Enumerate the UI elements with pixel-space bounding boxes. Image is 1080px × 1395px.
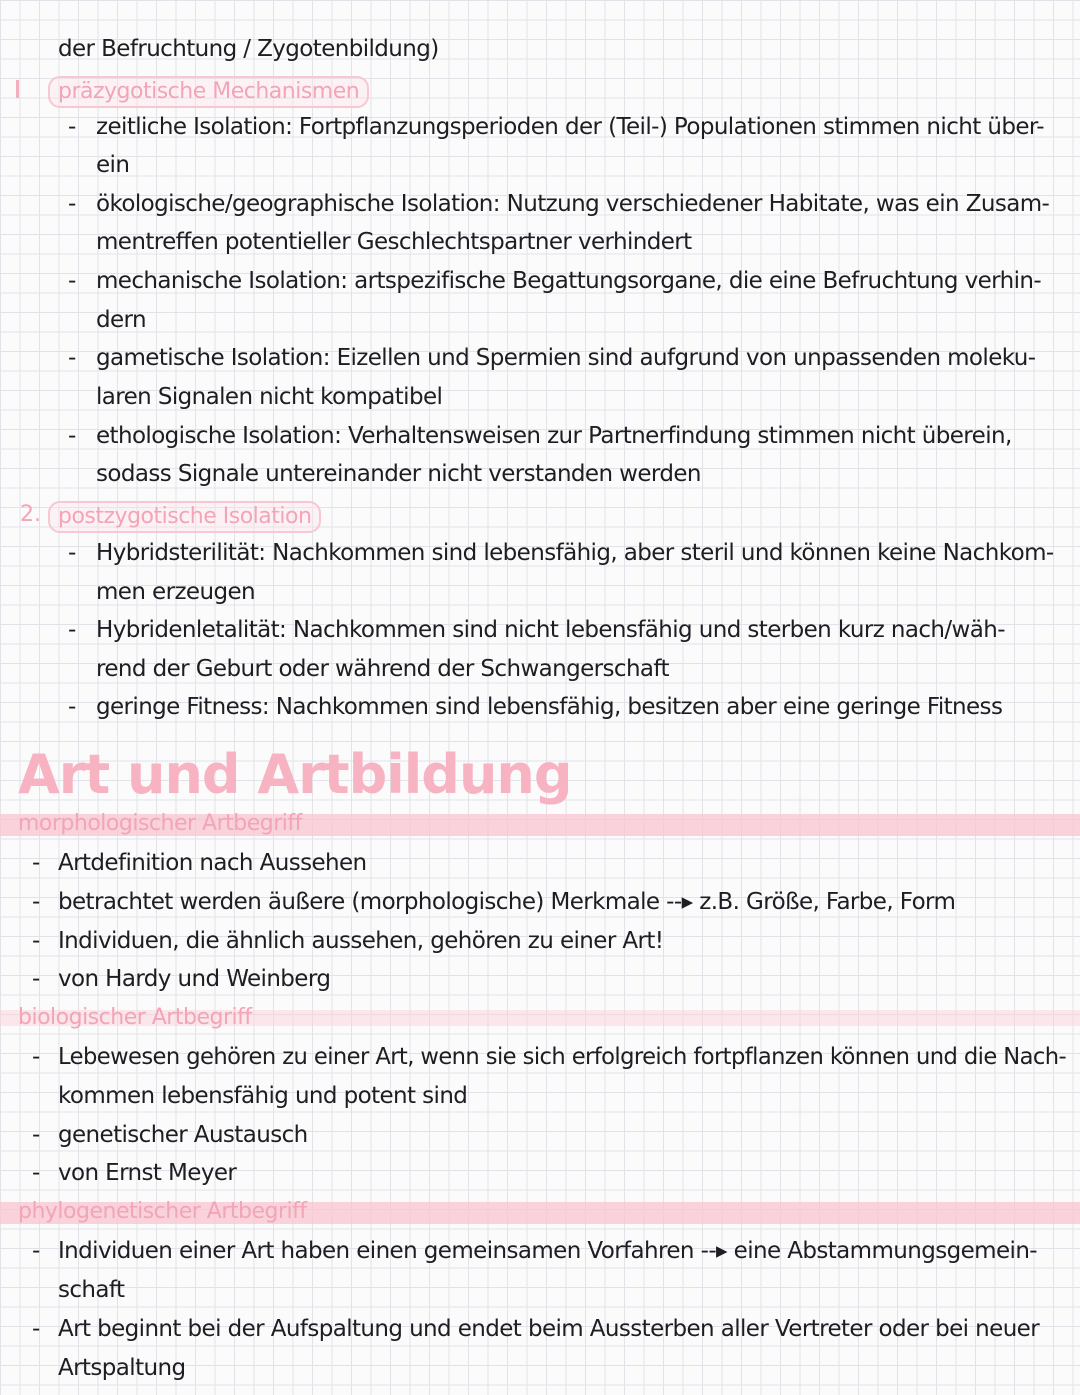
list-item-continued: rend der Geburt oder während der Schwangerschaft [96,656,669,682]
list-item-continued: kommen lebensfähig und potent sind [58,1083,468,1109]
list-item: ethologische Isolation: Verhaltensweisen zur Partnerfindung stimmen nicht überein, [96,423,1012,449]
bullet: - [68,694,77,720]
bullet: - [68,345,77,371]
bullet: - [68,423,77,449]
bullet: - [32,889,41,915]
postzygotic-heading: postzygotische Isolation [48,501,321,533]
list-item-continued: men erzeugen [96,579,255,605]
bullet: - [68,617,77,643]
list-item-continued: laren Signalen nicht kompatibel [96,384,443,410]
bullet: - [68,191,77,217]
bullet: - [68,540,77,566]
list-item: Individuen, die ähnlich aussehen, gehören zu einer Art! [58,928,664,954]
list-item-continued: schaft [58,1277,125,1303]
bullet: - [32,1044,41,1070]
list-item: Artdefinition nach Aussehen [58,850,367,876]
list-item-continued: Artspaltung [58,1355,186,1381]
bullet: - [32,1238,41,1264]
list-item: von Ernst Meyer [58,1160,237,1186]
list-item-continued: sodass Signale untereinander nicht verstanden werden [96,461,701,487]
bullet: - [32,850,41,876]
list-item: betrachtet werden äußere (morphologische) Merkmale --▸ z.B. Größe, Farbe, Form [58,889,956,915]
list-item: Art beginnt bei der Aufspaltung und endet beim Aussterben aller Vertreter oder bei neuer [58,1316,1040,1342]
bullet: - [68,268,77,294]
list-item: geringe Fitness: Nachkommen sind lebensfähig, besitzen aber eine geringe Fitness [96,694,1003,720]
list-item-continued: dern [96,307,146,333]
section-marker [16,80,19,98]
list-item: genetischer Austausch [58,1122,308,1148]
bullet: - [32,1316,41,1342]
morphological-heading: morphologischer Artbegriff [18,811,302,836]
prezygotic-heading: präzygotische Mechanismen [48,76,369,108]
list-item: zeitliche Isolation: Fortpflanzungsperioden der (Teil-) Populationen stimmen nicht über- [96,114,1044,140]
bullet: - [32,1160,41,1186]
section-number: 2. [20,502,41,527]
biological-heading: biologischer Artbegriff [18,1005,252,1030]
list-item: Hybridsterilität: Nachkommen sind lebensfähig, aber steril und können keine Nachkom- [96,540,1054,566]
page-title: Art und Artbildung [18,743,572,806]
bullet: - [32,966,41,992]
bullet: - [68,114,77,140]
list-item: Lebewesen gehören zu einer Art, wenn sie sich erfolgreich fortpflanzen können und die Nach- [58,1044,1067,1070]
phylogenetic-heading: phylogenetischer Artbegriff [18,1199,307,1224]
list-item-continued: mentreffen potentieller Geschlechtspartner verhindert [96,229,692,255]
bullet: - [32,928,41,954]
list-item: von Hardy und Weinberg [58,966,331,992]
list-item: Individuen einer Art haben einen gemeinsamen Vorfahren --▸ eine Abstammungsgemein- [58,1238,1037,1264]
list-item: gametische Isolation: Eizellen und Spermien sind aufgrund von unpassenden moleku- [96,345,1036,371]
list-item: Hybridenletalität: Nachkommen sind nicht lebensfähig und sterben kurz nach/wäh- [96,617,1005,643]
list-item: mechanische Isolation: artspezifische Begattungsorgane, die eine Befruchtung verhin- [96,268,1042,294]
intro-line: der Befruchtung / Zygotenbildung) [58,36,439,62]
list-item-continued: ein [96,152,130,178]
bullet: - [32,1122,41,1148]
list-item: ökologische/geographische Isolation: Nutzung verschiedener Habitate, was ein Zusam- [96,191,1050,217]
